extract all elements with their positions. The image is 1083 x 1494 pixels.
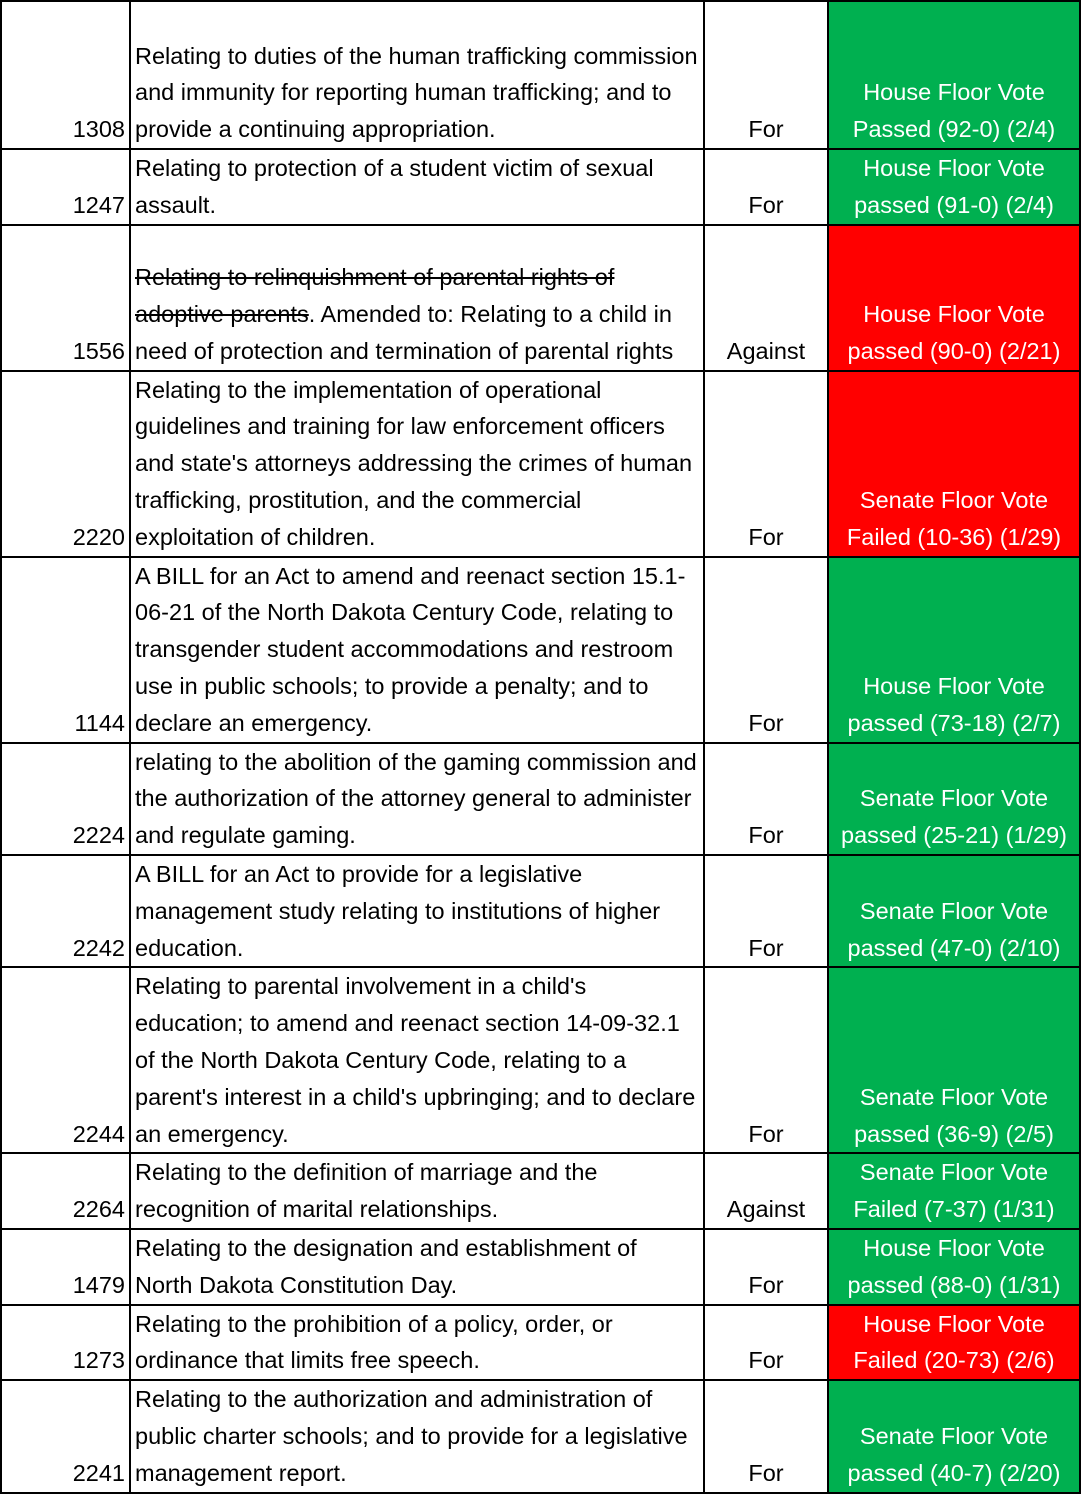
vote-chamber: House Floor Vote xyxy=(863,155,1045,181)
bill-number-cell: 2244 xyxy=(1,967,130,1153)
vote-result: Failed (7-37) (1/31) xyxy=(853,1196,1055,1223)
bill-number-cell: 2224 xyxy=(1,743,130,855)
vote-chamber: House Floor Vote xyxy=(863,301,1045,327)
description-text: Relating to duties of the human trafficking commission and immunity for reporting human trafficking; and to provide a continuing appropriation. xyxy=(135,42,698,143)
position-cell: For xyxy=(704,557,828,743)
table-row xyxy=(1,1305,1080,1381)
vote-status-cell xyxy=(828,1380,1080,1492)
description-text: Relating to the authorization and administration of public charter schools; and to provide for a legislative management report. xyxy=(135,1386,688,1486)
position-cell: For xyxy=(704,855,828,967)
description-text: Relating to protection of a student victim of sexual assault. xyxy=(135,155,654,218)
vote-status-cell xyxy=(828,225,1080,371)
vote-status-cell xyxy=(828,967,1080,1153)
bill-description-cell xyxy=(130,967,704,1153)
bill-number-cell: 2220 xyxy=(1,371,130,557)
bill-number-cell: 1144 xyxy=(1,557,130,743)
table-row xyxy=(1,1,1080,149)
bill-description-cell xyxy=(130,225,704,371)
vote-status-cell xyxy=(828,1305,1080,1381)
bill-description-cell xyxy=(130,1380,704,1492)
struck-text: Relating to relinquishment of parental rights of adoptive parents xyxy=(135,264,615,327)
position-cell: For xyxy=(704,1305,828,1381)
vote-chamber: Senate Floor Vote xyxy=(859,897,1049,924)
vote-status-cell xyxy=(828,1229,1080,1305)
table-row xyxy=(1,371,1080,557)
vote-chamber: House Floor Vote xyxy=(863,1234,1045,1261)
description-text: Relating to the definition of marriage and the recognition of marital relationships. xyxy=(135,1159,598,1223)
position-cell: For xyxy=(704,149,828,225)
vote-result: Passed (92-0) (2/4) xyxy=(852,116,1056,143)
vote-result: Failed (20-73) (2/6) xyxy=(853,1347,1055,1374)
vote-chamber: House Floor Vote xyxy=(863,672,1045,699)
position-cell: For xyxy=(704,1,828,149)
vote-chamber: Senate Floor Vote xyxy=(859,1159,1049,1186)
position-cell: For xyxy=(704,743,828,855)
description-text: Relating to parental involvement in a child's education; to amend and reenact section 14-09-32.1 of the North Dakota Century Code, relating to a parent's interest in a child's upbringing; and to declare an emergency. xyxy=(135,973,696,1147)
vote-status-cell xyxy=(828,1153,1080,1229)
table-row xyxy=(1,967,1080,1153)
table-row xyxy=(1,855,1080,967)
vote-status-cell xyxy=(828,1,1080,149)
description-text: relating to the abolition of the gaming commission and the authorization of the attorney general to administer and regulate gaming. xyxy=(135,748,697,849)
table-row xyxy=(1,1153,1080,1229)
bill-description-cell xyxy=(130,1153,704,1229)
bill-description-cell xyxy=(130,371,704,557)
bill-number-cell: 2241 xyxy=(1,1380,130,1492)
vote-chamber: Senate Floor Vote xyxy=(859,1083,1049,1110)
bill-description-cell xyxy=(130,855,704,967)
bill-description-cell xyxy=(130,743,704,855)
bill-number-cell: 1308 xyxy=(1,1,130,149)
bill-number-cell: 1247 xyxy=(1,149,130,225)
position-cell: Against xyxy=(704,225,828,371)
vote-result: passed (40-7) (2/20) xyxy=(847,1459,1061,1486)
table-row xyxy=(1,1229,1080,1305)
vote-result: Failed (10-36) (1/29) xyxy=(846,523,1062,550)
vote-result: passed (47-0) (2/10) xyxy=(847,934,1061,961)
vote-chamber: Senate Floor Vote xyxy=(859,1422,1049,1449)
vote-status-cell xyxy=(828,855,1080,967)
description-text: . Amended to: Relating to a child in need of protection and termination of parental rights xyxy=(135,301,674,364)
vote-result: passed (88-0) (1/31) xyxy=(847,1271,1061,1298)
description-text: Relating to the implementation of operational guidelines and training for law enforcement officers and state's attorneys addressing the crimes of human trafficking, prostitution, and the commercial exploitation of children. xyxy=(135,376,693,550)
vote-chamber: Senate Floor Vote xyxy=(859,785,1049,812)
description-text: Relating to the designation and establishment of North Dakota Constitution Day. xyxy=(135,1234,637,1298)
vote-chamber: House Floor Vote xyxy=(863,79,1045,106)
vote-status-cell xyxy=(828,557,1080,743)
position-cell: For xyxy=(704,1380,828,1492)
position-cell: For xyxy=(704,1229,828,1305)
vote-result: passed (90-0) (2/21) xyxy=(847,337,1061,364)
bill-number-cell: 1556 xyxy=(1,225,130,371)
vote-result: passed (91-0) (2/4) xyxy=(854,191,1054,218)
table-row xyxy=(1,557,1080,743)
description-text: A BILL for an Act to amend and reenact section 15.1-06-21 of the North Dakota Century Code, relating to transgender student accommodations and restroom use in public schools; to provide a penalty; and to declare an emergency. xyxy=(135,562,686,736)
bill-description-cell xyxy=(130,557,704,743)
vote-result: passed (25-21) (1/29) xyxy=(841,822,1067,849)
vote-status-cell xyxy=(828,743,1080,855)
vote-status-cell xyxy=(828,149,1080,225)
description-text: Relating to the prohibition of a policy, order, or ordinance that limits free speech. xyxy=(135,1310,613,1374)
position-cell: For xyxy=(704,371,828,557)
bill-description-cell xyxy=(130,1305,704,1381)
bill-number-cell: 1479 xyxy=(1,1229,130,1305)
vote-result: passed (73-18) (2/7) xyxy=(847,709,1061,736)
table-row xyxy=(1,149,1080,225)
position-cell: Against xyxy=(704,1153,828,1229)
bill-description-cell xyxy=(130,1229,704,1305)
vote-status-cell xyxy=(828,371,1080,557)
description-text: A BILL for an Act to provide for a legislative management study relating to institutions of higher education. xyxy=(135,860,661,961)
vote-chamber: Senate Floor Vote xyxy=(859,486,1049,513)
bill-number-cell: 2242 xyxy=(1,855,130,967)
bill-number-cell: 2264 xyxy=(1,1153,130,1229)
bill-description-cell xyxy=(130,149,704,225)
table-row xyxy=(1,743,1080,855)
bill-number-cell: 1273 xyxy=(1,1305,130,1381)
vote-result: passed (36-9) (2/5) xyxy=(854,1120,1054,1147)
bill-description-cell xyxy=(130,1,704,149)
vote-chamber: House Floor Vote xyxy=(863,1310,1045,1337)
table-row xyxy=(1,1380,1080,1492)
position-cell: For xyxy=(704,967,828,1153)
table-row xyxy=(1,225,1080,371)
